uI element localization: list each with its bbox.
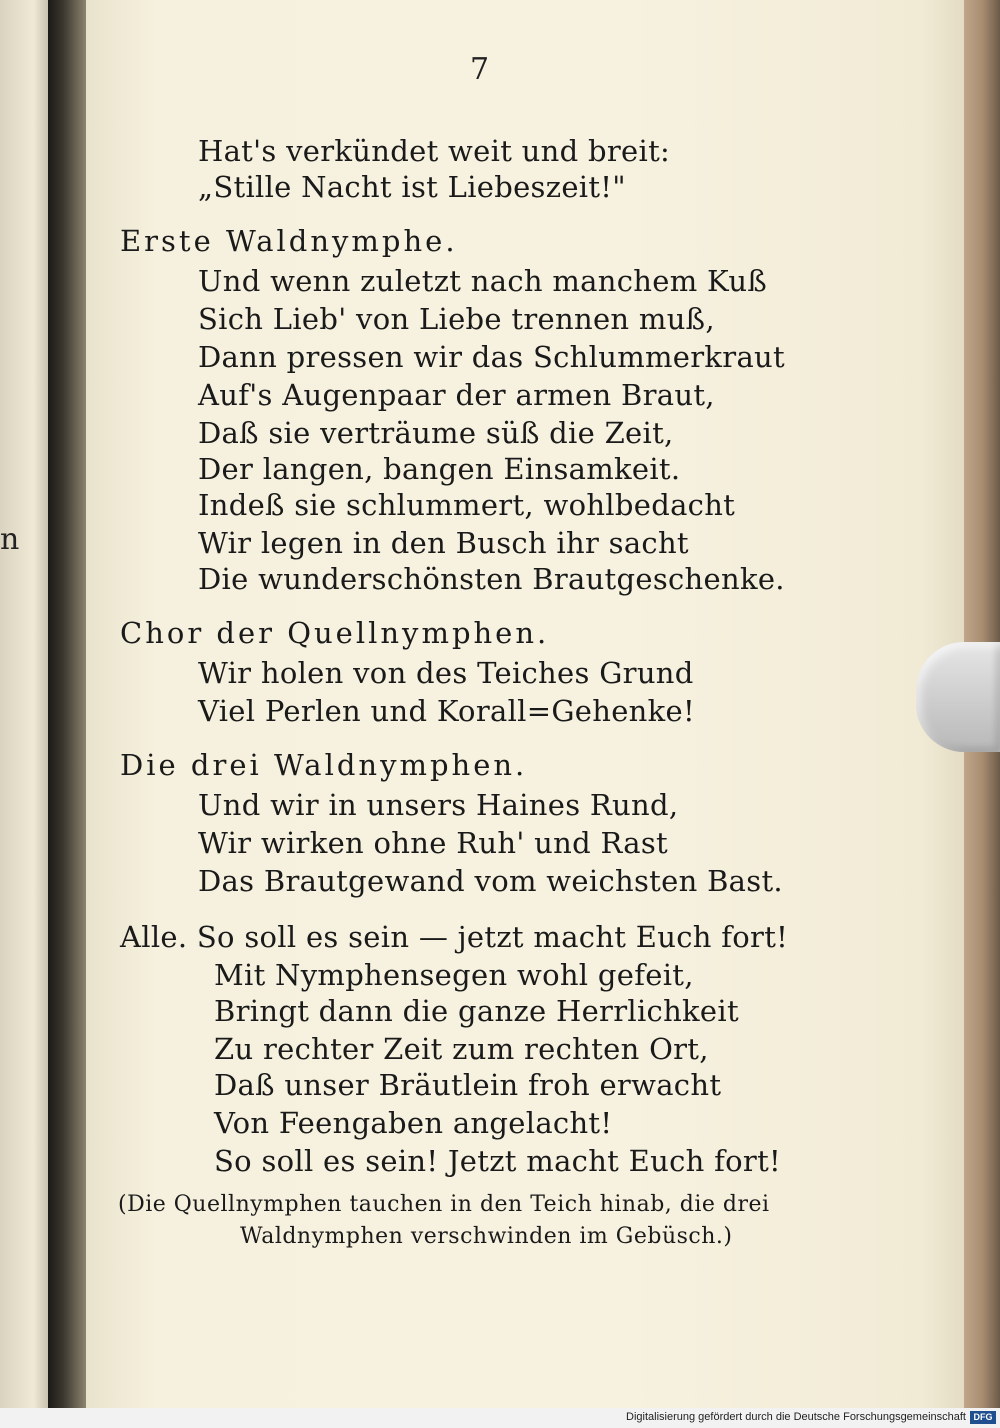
verse-line: Daß unser Bräutlein froh erwacht xyxy=(214,1068,722,1102)
page-number: 7 xyxy=(470,52,490,87)
clip-tab xyxy=(916,642,1000,752)
speaker-heading: Erste Waldnymphe. xyxy=(120,224,458,258)
verse-line: Die wunderschönsten Brautgeschenke. xyxy=(198,562,785,596)
verse-line: Viel Perlen und Korall=Gehenke! xyxy=(198,694,695,728)
funding-credit: Digitalisierung gefördert durch die Deutsche Forschungsgemeinschaft xyxy=(626,1411,966,1423)
verse-line: Der langen, bangen Einsamkeit. xyxy=(198,452,681,486)
book-gutter xyxy=(48,0,86,1408)
verse-line: Bringt dann die ganze Herrlichkeit xyxy=(214,994,739,1028)
verse-line: Hat's verkündet weit und breit: xyxy=(198,134,671,168)
verse-line: Das Brautgewand vom weichsten Bast. xyxy=(198,864,783,898)
verse-line: Auf's Augenpaar der armen Braut, xyxy=(198,378,715,412)
verse-line: Und wenn zuletzt nach manchem Kuß xyxy=(198,264,767,298)
verse-line: Indeß sie schlummert, wohlbedacht xyxy=(198,488,736,522)
verse-line: Mit Nymphensegen wohl gefeit, xyxy=(214,958,694,992)
verse-line: Wir wirken ohne Ruh' und Rast xyxy=(198,826,668,860)
verse-line: Sich Lieb' von Liebe trennen muß, xyxy=(198,302,715,336)
verse-line: Und wir in unsers Haines Rund, xyxy=(198,788,679,822)
stage-direction: (Die Quellnymphen tauchen in den Teich hinab, die drei xyxy=(118,1192,770,1217)
left-page-margin xyxy=(0,0,48,1408)
dfg-logo: DFG xyxy=(970,1411,996,1424)
verse-line: Daß sie verträume süß die Zeit, xyxy=(198,416,674,450)
verse-line: Wir legen in den Busch ihr sacht xyxy=(198,526,689,560)
verse-line: Dann pressen wir das Schlummerkraut xyxy=(198,340,785,374)
stage-direction: Waldnymphen verschwinden im Gebüsch.) xyxy=(240,1224,733,1249)
verse-line: Zu rechter Zeit zum rechten Ort, xyxy=(214,1032,709,1066)
speaker-heading: Die drei Waldnymphen. xyxy=(120,748,528,782)
verse-line: So soll es sein! Jetzt macht Euch fort! xyxy=(214,1144,782,1178)
verse-line: Alle. So soll es sein — jetzt macht Euch fort! xyxy=(120,920,789,954)
left-page-text-fragment: n xyxy=(0,522,20,557)
verse-line: „Stille Nacht ist Liebeszeit!" xyxy=(198,170,626,204)
speaker-heading: Chor der Quellnymphen. xyxy=(120,616,550,650)
verse-line: Von Feengaben angelacht! xyxy=(214,1106,613,1140)
verse-line: Wir holen von des Teiches Grund xyxy=(198,656,694,690)
